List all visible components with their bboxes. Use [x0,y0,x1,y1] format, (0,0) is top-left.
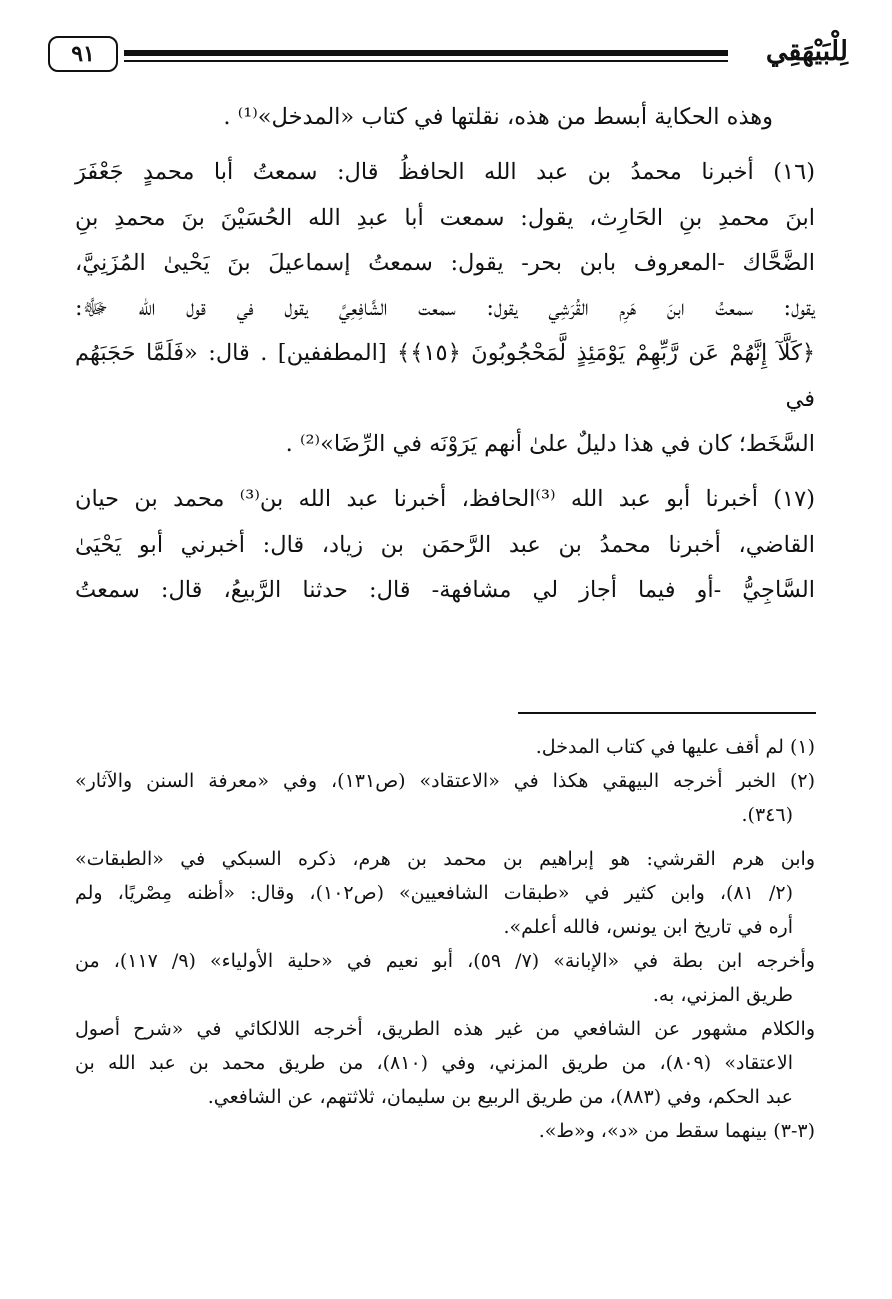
text-line: الضَّحَّاك -المعروف بابن بحر- يقول: سمعتُ إسماعيلَ بنَ يَحْيىٰ المُزَنِيَّ، [75,249,815,276]
footnote-line: عبد الحكم، وفي (٨٨٣)، من طريق الربيع بن سليمان، ثلاثتهم، عن الشافعي. [207,1086,793,1108]
text-line: السَّخَط؛ كان في هذا دليلٌ علىٰ أنهم يَرَوْنَه في الرِّضَا»⁽²⁾ . [285,431,815,458]
text-line: ابنَ محمدِ بنِ الحَارِث، يقول: سمعت أبا عبدِ الله الحُسَيْنَ بنَ محمدِ بنِ [75,204,815,231]
text-line: السَّاجِيُّ -أو فيما أجاز لي مشافهة- قال: حدثنا الرَّبيعُ، قال: سمعتُ [75,576,815,603]
footnote-line: (١) لم أقف عليها في كتاب المدخل. [535,736,815,758]
running-title: لِلْبَيْهَقِي [765,36,848,67]
footnote-line: (٣-٣) بينهما سقط من «د»، و«ط». [538,1120,815,1142]
footnote-line: (٣٤٦). [741,804,793,826]
page-header [48,28,848,88]
footnote-line: وأخرجه ابن بطة في «الإبانة» (٧/ ٥٩)، أبو نعيم في «حلية الأولياء» (٩/ ١١٧)، من [75,950,815,972]
footnote-line: وابن هرم القرشي: هو إبراهيم بن محمد بن هرم، ذكره السبكي في «الطبقات» [75,848,815,870]
text-line: وهذه الحكاية أبسط من هذه، نقلتها في كتاب «المدخل»⁽¹⁾ . [223,104,773,130]
header-rule-thin [124,60,728,62]
footnote-separator [518,712,816,714]
page-number: ٩١ [71,41,95,67]
footnote-line: والكلام مشهور عن الشافعي من غير هذه الطريق، أخرجه اللالكائي في «شرح أصول [75,1018,815,1040]
header-rule-thick [124,50,728,56]
main-text [75,95,815,613]
text-line: (١٦) أخبرنا محمدُ بن عبد الله الحافظُ قال: سمعتُ أبا محمدٍ جَعْفَرَ [75,159,815,186]
text-line: القاضي، أخبرنا محمدُ بن عبد الرَّحمَن بن زياد، قال: أخبرني أبو يَحْيَىٰ [75,531,815,558]
footnote-line: الاعتقاد» (٨٠٩)، من طريق المزني، وفي (٨١٠)، من طريق محمد بن عبد الله بن [75,1052,794,1074]
footnote-line: (٢) الخبر أخرجه البيهقي هكذا في «الاعتقاد» (ص١٣١)، وفي «معرفة السنن والآثار» [75,770,816,792]
text-line: يقول: سمعتُ ابنَ هَرِم القُرَشِي يقول: سمعت الشَّافِعِيَّ يقول في قول الله ﷻ: [75,295,815,322]
footnote-line: طريق المزني، به. [652,984,793,1006]
footnote-line: (٢/ ٨١)، وابن كثير في «طبقات الشافعيين» (ص١٠٢)، وقال: «أظنه مِصْريًا، ولم [75,882,793,904]
text-line: (١٧) أخبرنا أبو عبد الله ⁽³⁾الحافظ، أخبرنا عبد الله بن⁽³⁾ محمد بن حيان [75,486,816,513]
text-line: ﴿كَلَّآ إِنَّهُمْ عَن رَّبِّهِمْ يَوْمَئِذٍ لَّمَحْجُوبُونَ ﴿١٥﴾﴾ [المطففين] . قال: «فَلَمَّا حَجَبَهُم في [75,340,815,412]
footnotes [75,730,815,1148]
page-number-box [48,36,118,72]
footnote-line: أره في تاريخ ابن يونس، فالله أعلم». [503,916,793,938]
